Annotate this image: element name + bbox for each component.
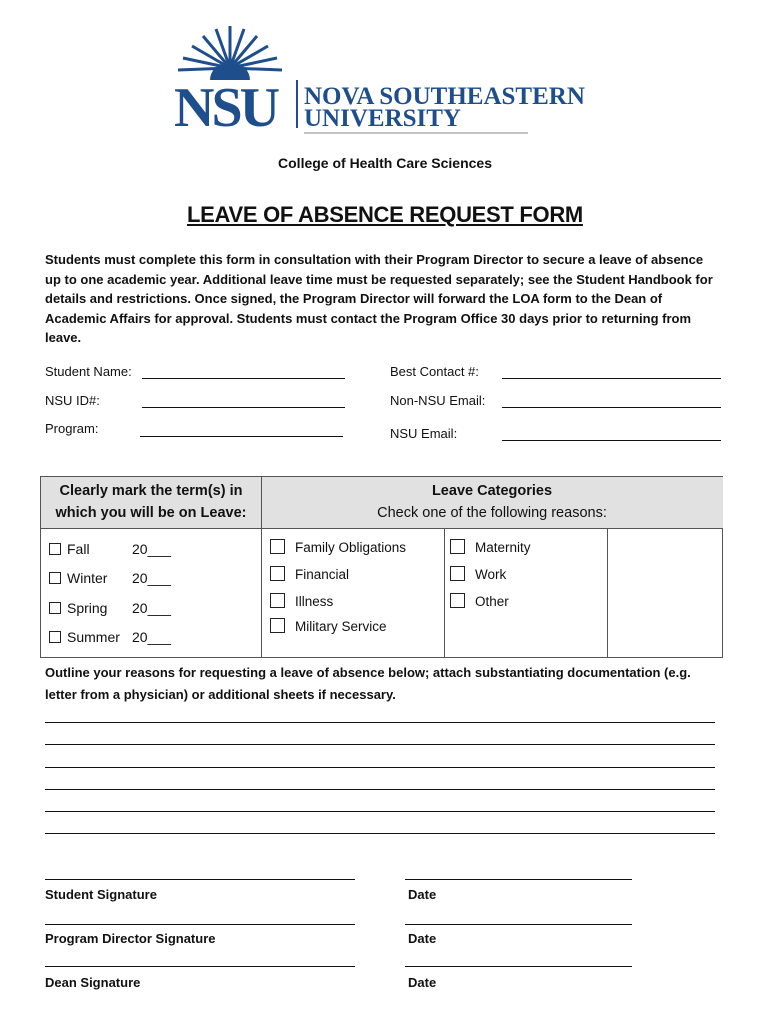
- student-name-field[interactable]: [142, 378, 345, 379]
- term-fall-label: Fall: [67, 541, 90, 557]
- reason-line[interactable]: [45, 767, 715, 768]
- family-obligations-label: Family Obligations: [295, 540, 407, 555]
- work-label: Work: [475, 567, 507, 582]
- term-summer-label: Summer: [67, 629, 120, 645]
- dean-signature-line[interactable]: [45, 966, 355, 967]
- term-fall-checkbox[interactable]: [49, 543, 61, 555]
- term-spring-year: 20___: [132, 600, 171, 616]
- family-obligations-checkbox[interactable]: [270, 539, 285, 554]
- terms-header: [41, 477, 261, 529]
- terms-header-line1: Clearly mark the term(s) in: [59, 483, 243, 499]
- director-date-line[interactable]: [405, 924, 632, 925]
- program-label: Program:: [45, 421, 99, 436]
- term-winter-checkbox[interactable]: [49, 572, 61, 584]
- military-service-checkbox[interactable]: [270, 618, 285, 633]
- non-nsu-email-label: Non-NSU Email:: [390, 393, 486, 408]
- student-signature-label: Student Signature: [45, 887, 157, 902]
- logo-mark: NSU: [174, 77, 278, 137]
- term-fall-year: 20___: [132, 541, 171, 557]
- non-nsu-email-field[interactable]: [502, 407, 721, 408]
- illness-checkbox[interactable]: [270, 593, 285, 608]
- nsu-logo: [170, 22, 610, 137]
- reason-line[interactable]: [45, 789, 715, 790]
- leave-grid: [40, 476, 723, 658]
- other-checkbox[interactable]: [450, 593, 465, 608]
- financial-label: Financial: [295, 567, 350, 582]
- program-field[interactable]: [140, 436, 343, 437]
- categories-header-subtitle: Check one of the following reasons:: [377, 505, 607, 521]
- reason-line[interactable]: [45, 744, 715, 745]
- nsu-id-label: NSU ID#:: [45, 393, 100, 408]
- other-label: Other: [475, 594, 509, 609]
- outline-instructions: Outline your reasons for requesting a leave of absence below; attach substantiating documentation (e.g. letter from a physician) or additional sheets if necessary.: [45, 665, 691, 702]
- term-winter-year: 20___: [132, 570, 171, 586]
- term-spring-label: Spring: [67, 600, 108, 616]
- term-spring[interactable]: [49, 600, 171, 616]
- director-date-label: Date: [408, 931, 437, 946]
- categories-header-title: Leave Categories: [431, 483, 553, 499]
- financial-checkbox[interactable]: [270, 566, 285, 581]
- term-spring-checkbox[interactable]: [49, 602, 61, 614]
- term-winter[interactable]: [49, 570, 171, 586]
- student-date-line[interactable]: [405, 879, 632, 880]
- nsu-email-label: NSU Email:: [390, 426, 458, 441]
- maternity-checkbox[interactable]: [450, 539, 465, 554]
- nsu-id-field[interactable]: [142, 407, 345, 408]
- form-title: LEAVE OF ABSENCE REQUEST FORM: [187, 202, 583, 227]
- director-signature-line[interactable]: [45, 924, 355, 925]
- military-service-label: Military Service: [295, 619, 387, 634]
- term-summer-checkbox[interactable]: [49, 631, 61, 643]
- illness-label: Illness: [295, 594, 334, 609]
- intro-text: Students must complete this form in consultation with their Program Director to secure a leave of absence up to one academic year. Additional leave time must be requested separately; see the Student Handbook for details and restrictions. Once signed, the Program Director will forward the LOA form to the Dean of Academic Affairs for approval. Students must contact the Program Office 30 days prior to returning from leave.: [45, 252, 713, 345]
- director-signature-label: Program Director Signature: [45, 931, 216, 946]
- term-fall[interactable]: [49, 541, 171, 557]
- reason-line[interactable]: [45, 722, 715, 723]
- nsu-email-field[interactable]: [502, 440, 721, 441]
- best-contact-field[interactable]: [502, 378, 721, 379]
- reason-line[interactable]: [45, 833, 715, 834]
- student-name-label: Student Name:: [45, 364, 132, 379]
- term-summer[interactable]: [49, 629, 171, 645]
- term-winter-label: Winter: [67, 570, 108, 586]
- term-summer-year: 20___: [132, 629, 171, 645]
- maternity-label: Maternity: [475, 540, 531, 555]
- student-signature-line[interactable]: [45, 879, 355, 880]
- dean-date-line[interactable]: [405, 966, 632, 967]
- dean-date-label: Date: [408, 975, 437, 990]
- reason-line[interactable]: [45, 811, 715, 812]
- college-name: College of Health Care Sciences: [278, 155, 492, 171]
- student-date-label: Date: [408, 887, 437, 902]
- work-checkbox[interactable]: [450, 566, 465, 581]
- logo-name-line1: NOVA SOUTHEASTERN: [304, 83, 585, 110]
- logo-name-line2: UNIVERSITY: [304, 105, 461, 132]
- best-contact-label: Best Contact #:: [390, 364, 479, 379]
- terms-header-line2: which you will be on Leave:: [55, 505, 247, 521]
- dean-signature-label: Dean Signature: [45, 975, 141, 990]
- categories-header: [261, 477, 723, 529]
